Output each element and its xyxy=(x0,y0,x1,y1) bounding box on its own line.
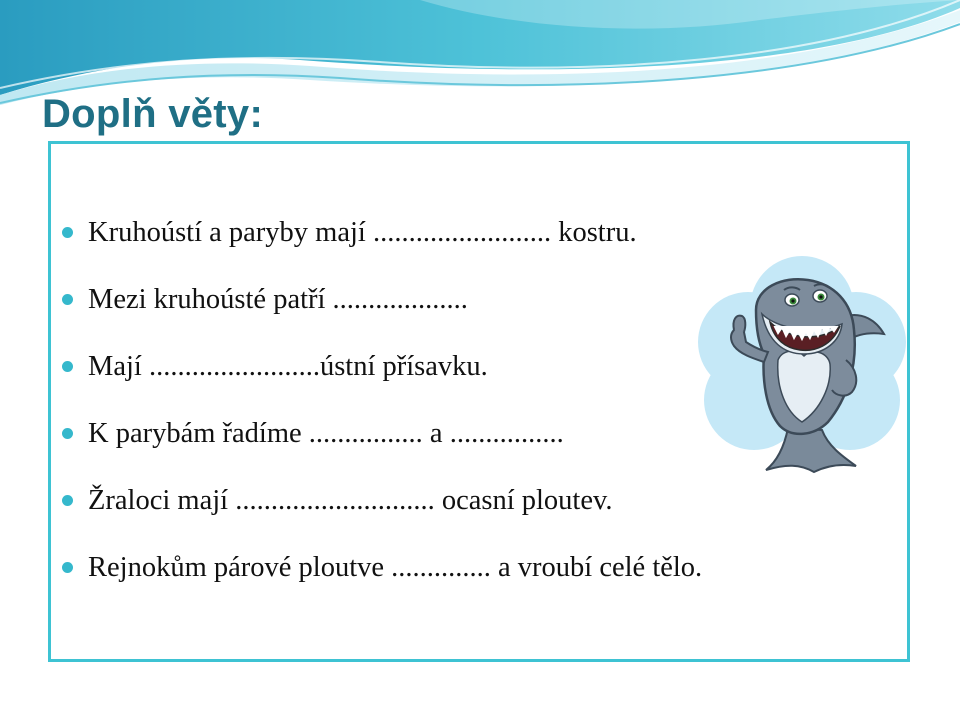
bullet-item xyxy=(60,278,702,345)
bullet-dot-icon xyxy=(62,428,73,439)
bullet-item xyxy=(60,345,702,412)
bullet-text: K parybám řadíme ................ a ................ xyxy=(88,418,564,449)
bullet-dot-icon xyxy=(62,294,73,305)
bullet-item xyxy=(60,479,702,546)
bullet-dot-icon xyxy=(62,361,73,372)
shark-icon xyxy=(696,250,908,482)
bullet-list xyxy=(60,211,702,613)
bullet-dot-icon xyxy=(62,227,73,238)
bullet-text: Rejnokům párové ploutve .............. a vroubí celé tělo. xyxy=(88,552,703,583)
bullet-item xyxy=(60,412,702,479)
bullet-item xyxy=(60,211,702,278)
slide-title: Doplň věty: xyxy=(42,92,264,136)
bullet-text: Žraloci mají ............................ ocasní ploutev. xyxy=(88,485,613,516)
bullet-text: Mezi kruhoústé patří ................... xyxy=(88,284,468,315)
bullet-item xyxy=(60,546,702,613)
bullet-dot-icon xyxy=(62,562,73,573)
bullet-text: Kruhoústí a paryby mají ......................... kostru. xyxy=(88,217,637,248)
bullet-dot-icon xyxy=(62,495,73,506)
bullet-text: Mají ........................ústní přísavku. xyxy=(88,351,488,382)
